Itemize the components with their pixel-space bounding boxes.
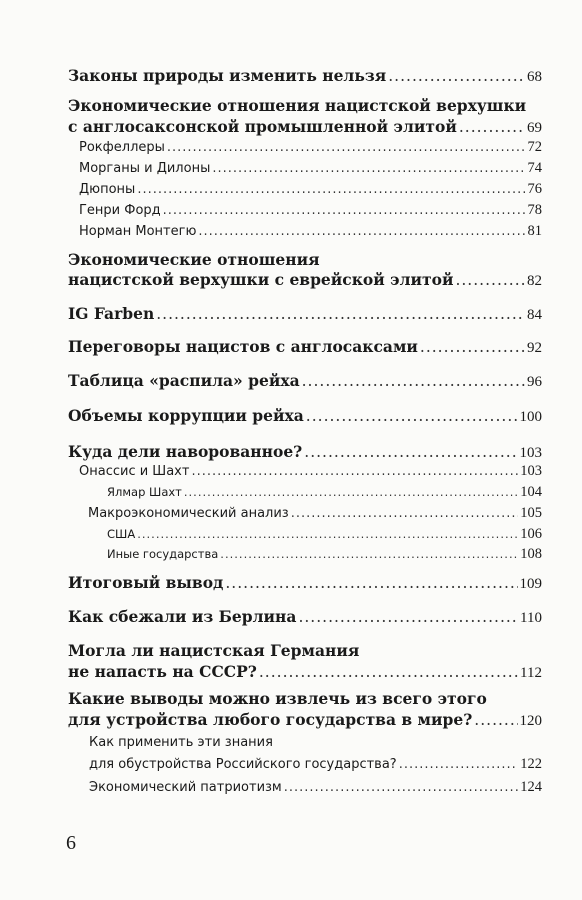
toc-entry-title: для обустройства Российского государства?: [89, 757, 397, 772]
toc-entry: [0, 546, 582, 563]
toc-entry-title: Генри Форд: [79, 203, 161, 218]
toc-leader-dots: [455, 271, 525, 289]
toc-entry-page: 120: [519, 713, 542, 729]
toc-entry-title: Экономический патриотизм: [89, 780, 282, 795]
toc-entry-page: 78: [527, 202, 542, 218]
toc-entry: [0, 484, 582, 501]
toc-leader-dots: [137, 182, 525, 197]
toc-entry-page: 105: [520, 505, 542, 521]
toc-leader-dots: [225, 574, 517, 592]
toc-entry: [0, 202, 582, 219]
toc-entry-title-line1: Какие выводы можно извлечь из всего этого: [68, 689, 487, 708]
toc-leader-dots: [420, 338, 525, 356]
toc-leader-dots: [220, 547, 518, 561]
toc-leader-dots: [259, 663, 518, 681]
toc-entry-page: 103: [519, 445, 542, 461]
toc-leader-dots: [137, 527, 518, 541]
toc-entry: [0, 779, 582, 796]
toc-leader-dots: [184, 485, 518, 499]
toc-entry-title: Таблица «распила» рейха: [68, 371, 300, 390]
toc-entry-title-line1: Экономические отношения нацистской верхушки: [68, 96, 527, 115]
toc-entry-title: Как сбежали из Берлина: [68, 607, 297, 626]
toc-entry: [0, 181, 582, 198]
toc-entry-page: 100: [519, 409, 542, 425]
toc-entry-title: США: [107, 527, 136, 541]
toc-entry-title: Переговоры нацистов с англосаксами: [68, 337, 418, 356]
toc-leader-dots: [163, 203, 526, 218]
toc-entry-title: не напасть на СССР?: [68, 662, 257, 681]
toc-entry-page: 92: [527, 340, 542, 356]
toc-entry: [0, 505, 582, 522]
toc-entry-page: 124: [520, 779, 542, 795]
toc-leader-dots: [302, 372, 525, 390]
toc-entry: [0, 573, 582, 593]
toc-entry: [0, 117, 582, 137]
toc-leader-dots: [284, 780, 519, 795]
toc-entry: [0, 756, 582, 773]
toc-leader-dots: [306, 407, 518, 425]
toc-leader-dots: [388, 67, 525, 85]
toc-leader-dots: [191, 464, 518, 479]
toc-entry-title: Иные государства: [107, 547, 219, 561]
toc-leader-dots: [298, 608, 518, 626]
toc-entry-page: 84: [527, 307, 542, 323]
toc-leader-dots: [304, 443, 517, 461]
toc-entry: [0, 406, 582, 426]
toc-entry-page: 109: [519, 576, 542, 592]
toc-entry-page: 112: [520, 665, 542, 681]
toc-entry: [0, 442, 582, 462]
toc-entry-page: 72: [527, 139, 542, 155]
toc-entry: [0, 304, 582, 324]
toc-entry-title: для устройства любого государства в мире?: [68, 710, 473, 729]
toc-leader-dots: [167, 140, 526, 155]
toc-entry-page: 122: [520, 756, 542, 772]
toc-leader-dots: [156, 305, 525, 323]
toc-entry-title: IG Farben: [68, 304, 155, 323]
toc-entry-page: 96: [527, 374, 542, 390]
toc-entry: [0, 160, 582, 177]
toc-entry-page: 104: [520, 484, 542, 500]
toc-entry-title-line1: Экономические отношения: [68, 250, 320, 269]
toc-entry-page: 68: [527, 69, 542, 85]
toc-entry: [0, 526, 582, 543]
toc-entry-title: с англосаксонской промышленной элитой: [68, 117, 457, 136]
toc-entry: [0, 223, 582, 240]
toc-leader-dots: [198, 224, 525, 239]
toc-entry-page: 110: [520, 610, 542, 626]
toc-entry: [0, 607, 582, 627]
toc-entry-page: 106: [520, 526, 542, 542]
toc-entry-title: Ялмар Шахт: [107, 485, 182, 499]
toc-entry: [0, 463, 582, 480]
toc-entry: [0, 337, 582, 357]
toc-entry-page: 82: [527, 273, 542, 289]
toc-entry-page: 103: [520, 463, 542, 479]
toc-entry: [0, 710, 582, 730]
toc-entry-title: Онассис и Шахт: [79, 464, 190, 479]
toc-entry-title: Макроэкономический анализ: [88, 506, 289, 521]
toc-entry: [0, 66, 582, 86]
toc-entry-title: Норман Монтегю: [79, 224, 197, 239]
toc-leader-dots: [474, 711, 517, 729]
page-number: 6: [66, 832, 76, 854]
toc-leader-dots: [291, 506, 519, 521]
toc-entry-title-line1: Могла ли нацистская Германия: [68, 641, 360, 660]
toc-entry-title: Рокфеллеры: [79, 140, 165, 155]
toc-entry-title: Дюпоны: [79, 182, 136, 197]
toc-entry-page: 76: [527, 181, 542, 197]
toc-entry: [0, 270, 582, 290]
toc-entry: [0, 662, 582, 682]
toc-entry-title-line1: Как применить эти знания: [89, 735, 273, 750]
toc-entry-title: нацистской верхушки с еврейской элитой: [68, 270, 454, 289]
toc-leader-dots: [399, 757, 519, 772]
toc-entry-page: 74: [527, 160, 542, 176]
toc-entry-title: Итоговый вывод: [68, 573, 224, 592]
toc-entry-title: Объемы коррупции рейха: [68, 406, 304, 425]
toc-entry-title: Куда дели наворованное?: [68, 442, 303, 461]
toc-leader-dots: [459, 118, 525, 136]
toc-entry-title: Законы природы изменить нельзя: [68, 66, 387, 85]
toc-leader-dots: [212, 161, 525, 176]
toc-entry-page: 108: [520, 546, 542, 562]
toc-entry-title: Морганы и Дилоны: [79, 161, 211, 176]
toc-entry-page: 69: [527, 120, 542, 136]
toc-entry-page: 81: [527, 223, 542, 239]
toc-entry: [0, 371, 582, 391]
toc-entry: [0, 139, 582, 156]
